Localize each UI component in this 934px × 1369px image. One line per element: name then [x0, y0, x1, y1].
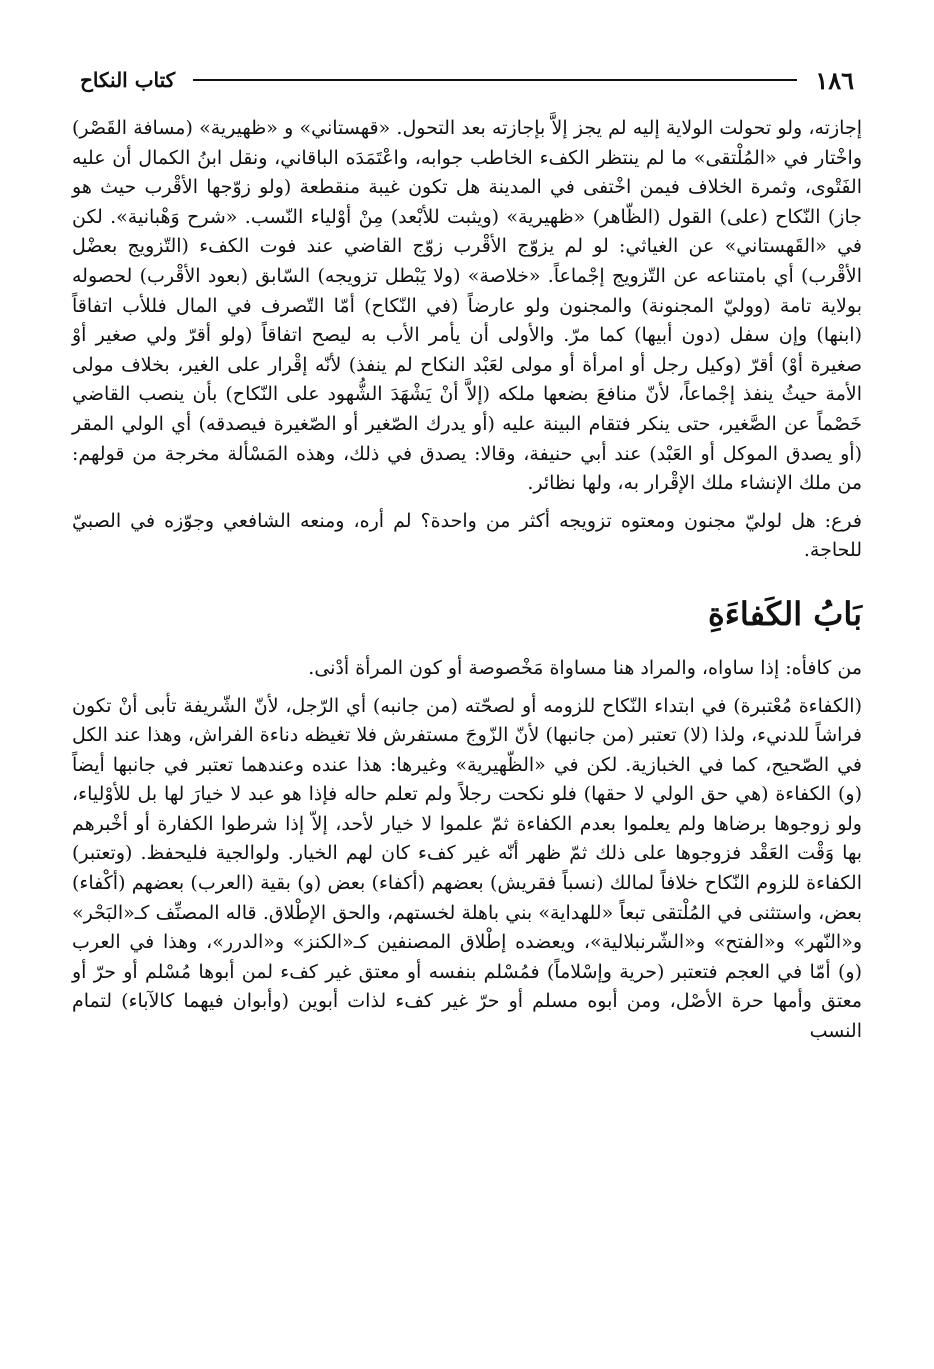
paragraph-far: فرع: هل لوليّ مجنون ومعتوه تزويجه أكثر من واحدة؟ لم أره، ومنعه الشافعي وجوّزه في الصبيّ للحاجة. [72, 509, 862, 562]
page-number: ١٨٦ [815, 65, 854, 95]
paragraph-definition: من كافأه: إذا ساواه، والمراد هنا مساواة مَخْصوصة أو كون المرأة أدْنى. [308, 656, 862, 679]
paragraph-kafaa: (الكفاءة مُعْتبرة) في ابتداء النّكاح للزومه أو لصحّته (من جانبه) أي الرّجل، لأنّ الشّريفة تأبى أنْ تكون فراشاً للدنيء، ولذا (لا) تعتبر (من جانبها) لأنّ الزّوجَ مستفرش فلا تغيظه دناءة الفراش، وهذا عند الكل في الصّحيح، كما في الخبازية. لكن في «الظّهيرية» وغيرها: هذا عنده وعندهما تعتبر في جانبها أيضاً (و) الكفاءة (هي حق الولي لا حقها) فلو نكحت رجلاً ولم تعلم حاله فإذا هو عبد لا خيارَ لها بل للأوْلياء، ولو زوجوها برضاها ولم يعلموا بعدم الكفاءة ثمّ علموا لا خيار لأحد، إلاّ إذا شرطوا الكفارة أو أخْبرهم بها وَقْت العَقْد فزوجوها على ذلك ثمّ ظهر أنّه غير كفء كان لهم الخيار. ولوالجية فليحفظ. (وتعتبر) الكفاءة للزوم النّكاح خلافاً لمالك (نسباً فقريش) بعضهم (أكفاء) بعض (و) بقية (العرب) بعضهم (أكْفاء) بعض، واستثنى في المُلْتقى تبعاً «للهداية» بني باهلة لخستهم، والحق الإطْلاق. قاله المصنِّف كـ«البَحْر» و«النّهر» و«الفتح» و«الشّرنبلالية»، ويعضده إطْلاق المصنفين كـ«الكنز» و«الدرر»، وهذا في العرب (و) أمّا في العجم فتعتبر (حرية وإسْلاماً) فمُسْلم بنفسه أو معتق غير كفء لمن أبوها مُسْلم أو حرّ أو معتق وأمها حرة الأصْل، ومن أبوه مسلم أو حرّ غير كفء لذات أبوين (وأبوان فيهما كالآباء) لتمام النسب [72, 694, 862, 1043]
paragraph-main: إجازته، ولو تحولت الولاية إليه لم يجز إلاَّ بإجازته بعد التحول. «قهستاني» و «ظهيرية» (مسافة القَصْر) واخْتار في «المُلْتقى» ما لم ينتظر الكفء الخاطب جوابه، واعْتَمَدَه الباقاني، ونقل ابنُ الكمال أن عليه الفَتْوى، وثمرة الخلاف فيمن اخْتفى في المدينة هل تكون غيبة منقطعة (ولو زوّجها الأقْرب حيث هو جاز) النّكاح (على) القول (الظّاهر) «ظهيرية» (ويثبت للأبْعد) مِنْ أوْلياء النّسب. «شرح وَهْبانية». لكن في «القَهستاني» عن الغياثي: لو لم يزوّج الأقْرب زوّج القاضي عند فوت الكفء (التّزويج بعضْل الأقْرب) أي بامتناعه عن التّزويج إجْماعاً. «خلاصة» (ولا يَبْطل تزويجه) السّابق (بعود الأقْرب) لحصوله بولاية تامة (ووليّ المجنونة) والمجنون ولو عارضاً (في النّكاح) أمّا التّصرف في المال فللأب اتفاقاً (ابنها) وإن سفل (دون أبيها) كما مرّ. والأولى أن يأمر الأب به ليصح اتفاقاً (ولو أقرّ ولي صغير أوْ صغيرة أوْ) أقرّ (وكيل رجل أو امرأة أو مولى لعَبْد النكاح لم ينفذ) لأنّه إقْرار على الغير، بخلاف مولى الأمة حيثُ ينفذ إجْماعاً، لأنّ منافعَ بضعها ملكه (إلاَّ أنْ يَشْهَدَ الشُّهود على النّكاح) بأن ينصب القاضي خَصْماً عن الصَّغير، حتى ينكر فتقام البينة عليه (أو يدرك الصّغير أو الصّغيرة فيصدقه) أي الولي المقر (أو يصدق الموكل أو العَبْد) عند أبي حنيفة، وقالا: يصدق في ذلك، وهذه المَسْألة مخرجة من قولهم: من ملك الإنشاء ملك الإقْرار به، ولها نظائر. [72, 117, 862, 495]
book-title: كتاب النكاح [80, 68, 176, 92]
chapter-title: بَابُ الكَفاءَةِ [708, 594, 862, 633]
page-header [80, 62, 854, 98]
header-rule [193, 79, 797, 81]
page-body [72, 114, 862, 1047]
